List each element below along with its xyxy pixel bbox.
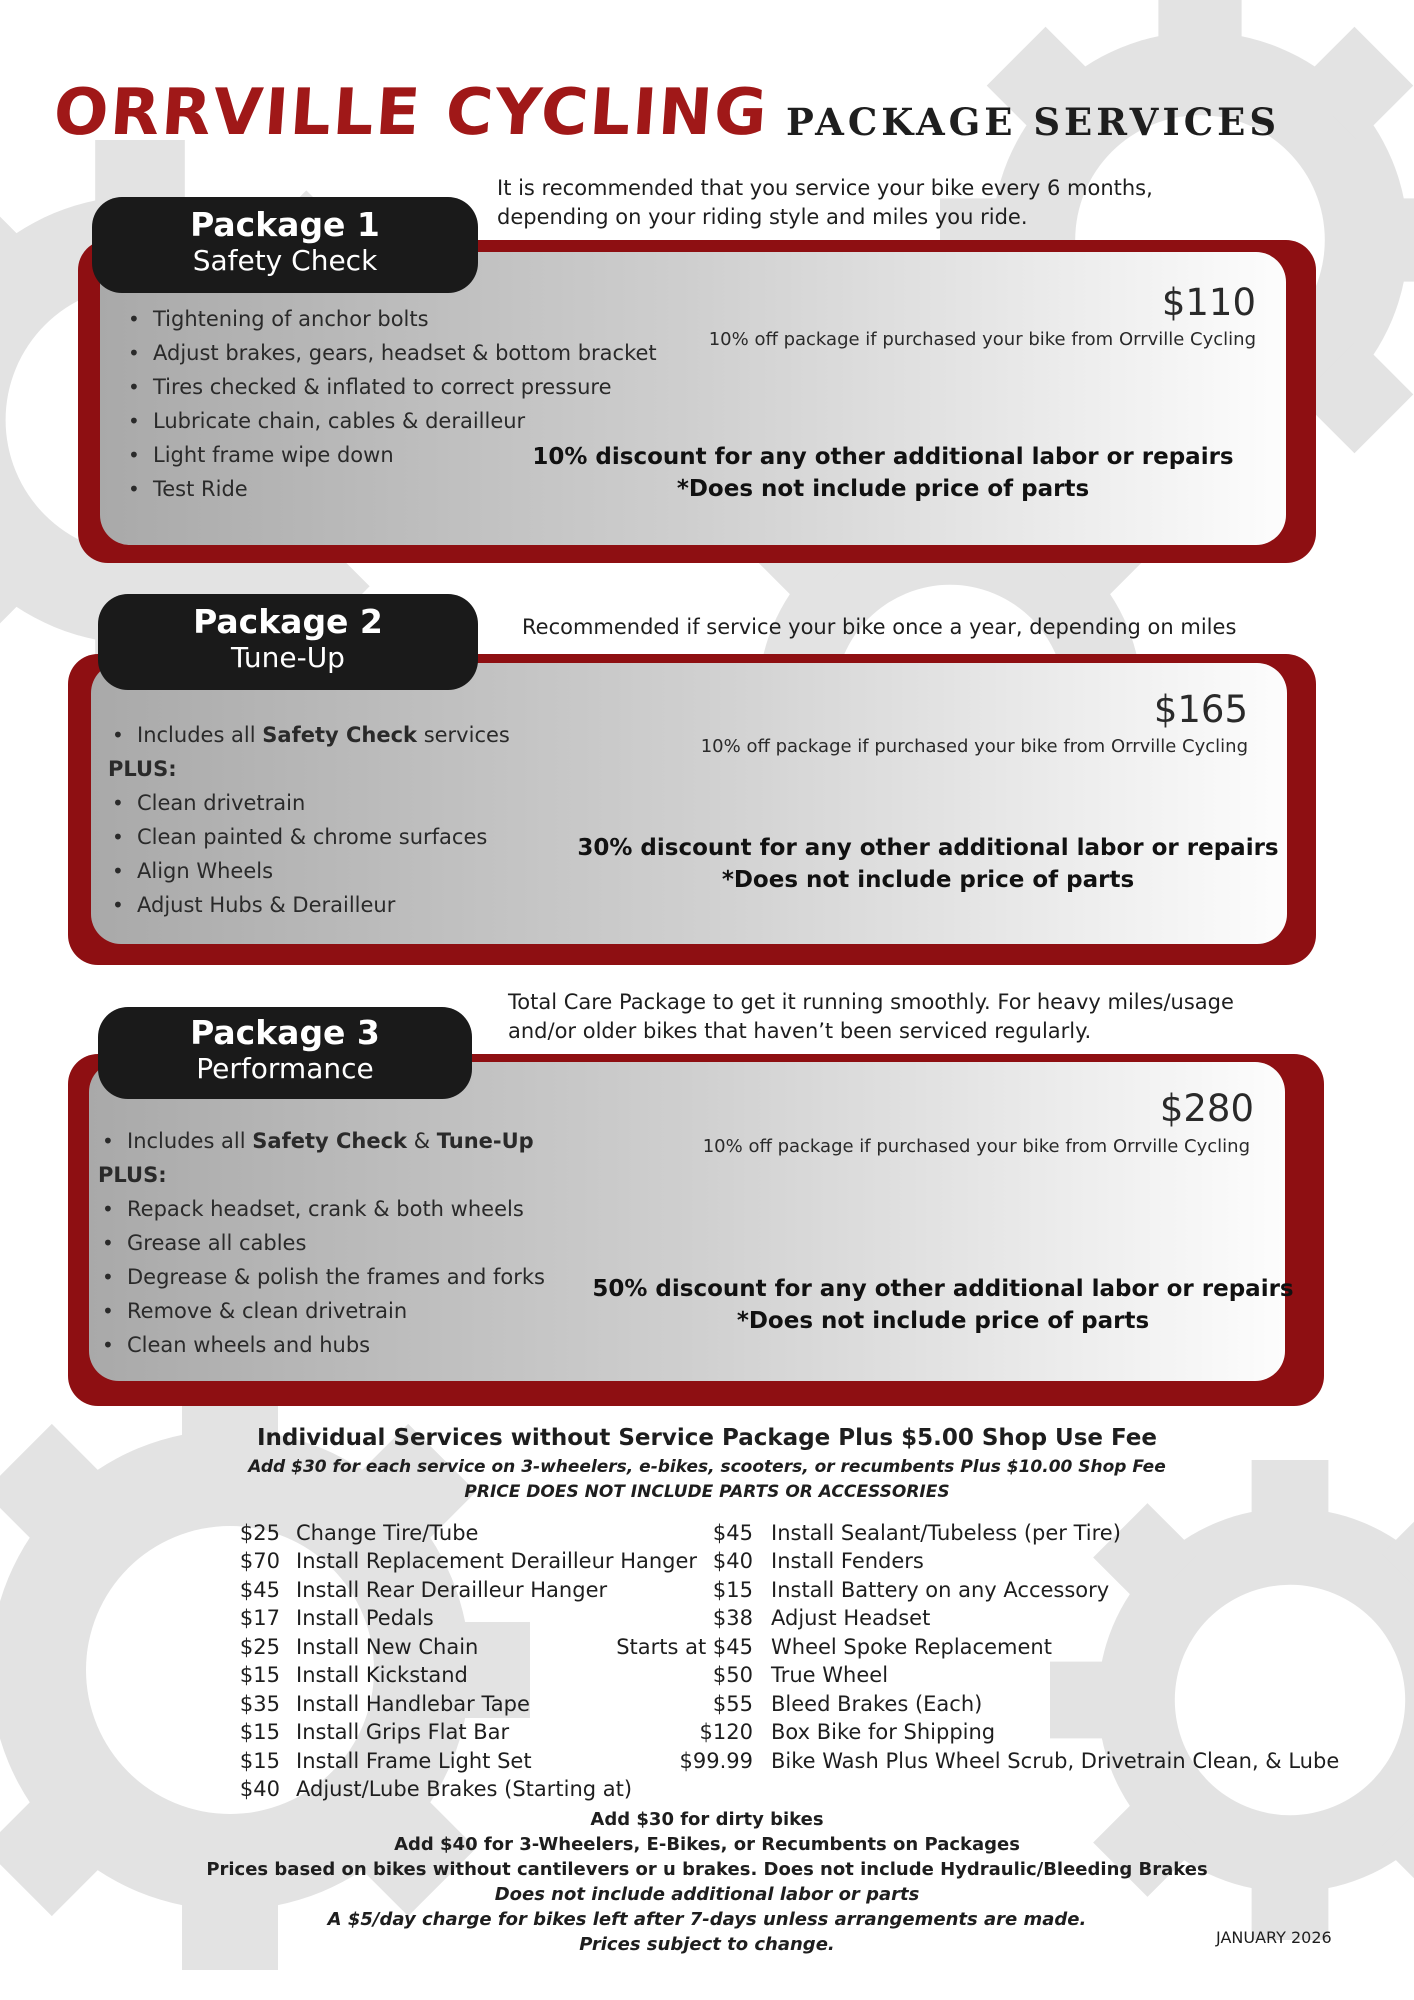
package-2-price: $165 [1153, 688, 1248, 731]
footer-three-wheelers: Add $40 for 3-Wheelers, E-Bikes, or Recumbents on Packages [394, 1834, 1020, 1855]
service-row: $45 Install Sealant/Tubeless (per Tire) [712, 1521, 1121, 1545]
service-row: $40 Install Fenders [712, 1549, 924, 1573]
package-2-title: Package 2 [193, 602, 383, 641]
list-item: • Light frame wipe down [124, 438, 657, 472]
package-3-title: Package 3 [190, 1013, 380, 1052]
package-2-tab [98, 594, 478, 690]
list-item: • Includes all Safety Check services [108, 718, 510, 752]
list-item: • Clean drivetrain [108, 786, 510, 820]
list-item: • Repack headset, crank & both wheels [98, 1192, 545, 1226]
list-item: • Align Wheels [108, 854, 510, 888]
package-3-price-note: 10% off package if purchased your bike from Orrville Cycling [702, 1136, 1250, 1157]
page-heading: PACKAGE SERVICES [786, 100, 1281, 144]
footer-storage: A $5/day charge for bikes left after 7-days unless arrangements are made. [327, 1909, 1087, 1930]
package-3-subtitle: Performance [196, 1052, 374, 1085]
package-2-discount: 30% discount for any other additional labor or repairs *Does not include price of parts [577, 835, 1279, 893]
package-1-price: $110 [1161, 281, 1256, 324]
package-3-tab [98, 1007, 472, 1099]
service-row: $38 Adjust Headset [712, 1606, 931, 1630]
package-1-recommendation: It is recommended that you service your bike every 6 months, depending on your riding style and miles you ride. [497, 176, 1153, 229]
package-3-recommendation: Total Care Package to get it running smoothly. For heavy miles/usage and/or older bikes that haven’t been serviced regularly. [508, 990, 1234, 1043]
package-2-price-note: 10% off package if purchased your bike from Orrville Cycling [700, 736, 1248, 757]
service-row: $15 Install Grips Flat Bar [239, 1720, 510, 1744]
list-item: • Degrease & polish the frames and forks [98, 1260, 545, 1294]
package-1-price-note: 10% off package if purchased your bike from Orrville Cycling [708, 329, 1256, 350]
list-item: • Clean wheels and hubs [98, 1328, 545, 1362]
package-1-discount: 10% discount for any other additional labor or repairs *Does not include price of parts [532, 444, 1234, 502]
individual-services-subtitle: Add $30 for each service on 3-wheelers, e-bikes, scooters, or recumbents Plus $10.00 Shop Fee [248, 1457, 1166, 1477]
service-row: $25 Change Tire/Tube [239, 1521, 479, 1545]
list-item: • Tires checked & inflated to correct pressure [124, 370, 657, 404]
service-row: $120 Box Bike for Shipping [699, 1720, 996, 1744]
plus-label: PLUS: [98, 1163, 167, 1187]
service-row: $99.99 Bike Wash Plus Wheel Scrub, Drivetrain Clean, & Lube [679, 1749, 1340, 1773]
list-item: • Includes all Safety Check & Tune-Up [98, 1124, 545, 1158]
publish-date: JANUARY 2026 [1216, 1928, 1332, 1947]
footer-cantilevers: Prices based on bikes without cantilevers or u brakes. Does not include Hydraulic/Bleeding Brakes [206, 1859, 1208, 1880]
service-row: $17 Install Pedals [239, 1606, 434, 1630]
package-2-recommendation: Recommended if service your bike once a year, depending on miles [522, 615, 1237, 639]
plus-label: PLUS: [108, 757, 177, 781]
list-item: • Tightening of anchor bolts [124, 302, 657, 336]
footer-labor: Does not include additional labor or parts [494, 1884, 920, 1905]
service-row: $15 Install Battery on any Accessory [712, 1578, 1110, 1602]
service-row: $55 Bleed Brakes (Each) [712, 1692, 983, 1716]
list-item: • Adjust brakes, gears, headset & bottom bracket [124, 336, 657, 370]
service-row: Starts at $45 Wheel Spoke Replacement [616, 1635, 1052, 1659]
package-1-subtitle: Safety Check [192, 244, 378, 277]
package-3-discount: 50% discount for any other additional labor or repairs *Does not include price of parts [592, 1276, 1294, 1334]
service-row: $15 Install Kickstand [239, 1663, 468, 1687]
service-row: $15 Install Frame Light Set [239, 1749, 532, 1773]
package-3-items [98, 1124, 545, 1362]
list-item: • Remove & clean drivetrain [98, 1294, 545, 1328]
individual-services-title: Individual Services without Service Package Plus $5.00 Shop Use Fee [256, 1425, 1158, 1451]
brand-title: ORRVILLE CYCLING [51, 76, 772, 150]
service-row: $40 Adjust/Lube Brakes (Starting at) [239, 1777, 633, 1801]
service-row: $50 True Wheel [712, 1663, 889, 1687]
service-row: $45 Install Rear Derailleur Hanger [239, 1578, 608, 1602]
list-item: • Clean painted & chrome surfaces [108, 820, 510, 854]
list-item: • Lubricate chain, cables & derailleur [124, 404, 657, 438]
list-item: • Test Ride [124, 472, 657, 506]
list-item: • Adjust Hubs & Derailleur [108, 888, 510, 922]
package-2-subtitle: Tune-Up [231, 641, 345, 674]
footer-dirty: Add $30 for dirty bikes [590, 1809, 824, 1830]
individual-services-exclusion: PRICE DOES NOT INCLUDE PARTS OR ACCESSORIES [464, 1482, 950, 1502]
package-1-tab [92, 197, 478, 293]
footer-change: Prices subject to change. [579, 1934, 835, 1955]
service-row: $70 Install Replacement Derailleur Hanger [239, 1549, 698, 1573]
service-row: $35 Install Handlebar Tape [239, 1692, 530, 1716]
list-item: • Grease all cables [98, 1226, 545, 1260]
package-2-items [108, 718, 510, 922]
service-row: $25 Install New Chain [239, 1635, 479, 1659]
package-3-price: $280 [1159, 1087, 1254, 1130]
package-1-title: Package 1 [190, 205, 380, 244]
